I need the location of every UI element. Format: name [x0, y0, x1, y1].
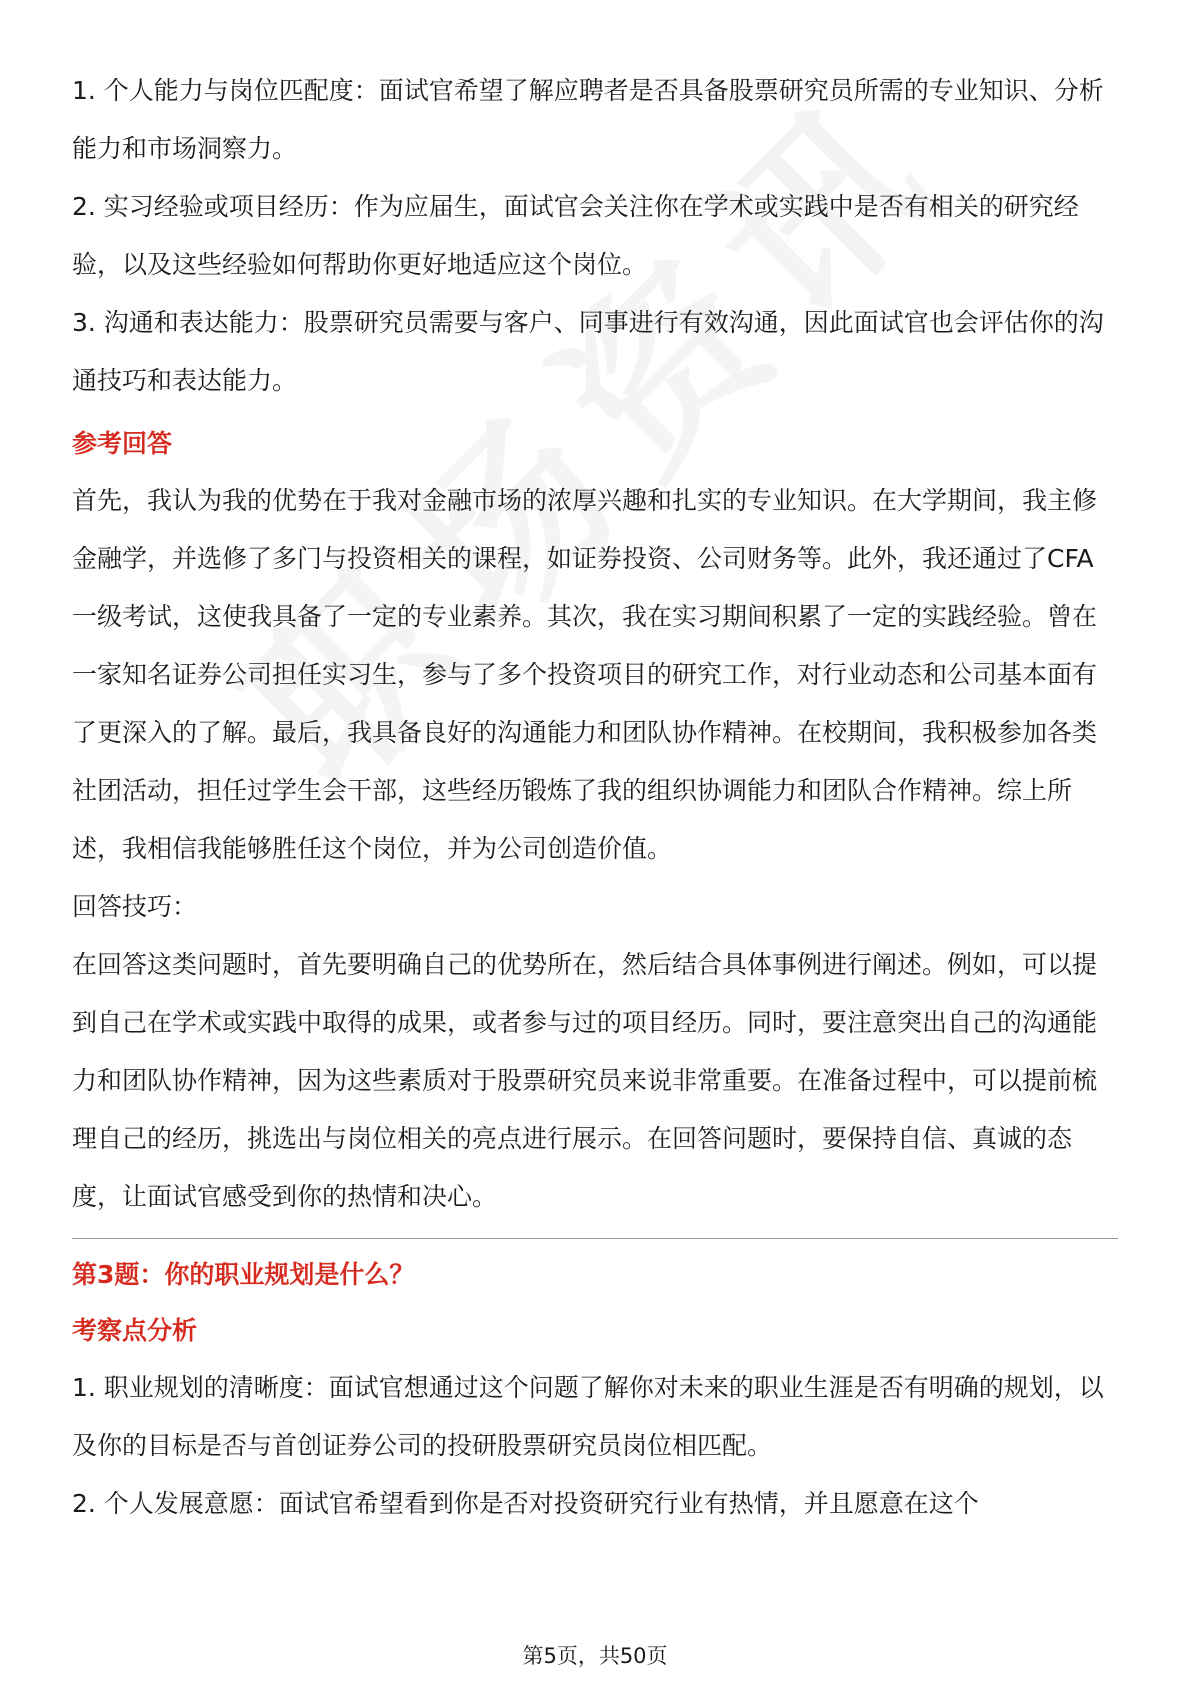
reference-answer-heading: 参考回答: [72, 429, 173, 458]
section-divider: [72, 1238, 1118, 1239]
page-number-footer: 第5页，共50页: [522, 1644, 668, 1668]
tips-label: 回答技巧：: [72, 892, 198, 921]
analysis-heading: 考察点分析: [72, 1316, 198, 1345]
analysis-item-1: 1. 个人能力与岗位匹配度：面试官希望了解应聘者是否具备股票研究员所需的专业知识、分析能力和市场洞察力。: [72, 76, 1104, 163]
reference-answer-text: 首先，我认为我的优势在于我对金融市场的浓厚兴趣和扎实的专业知识。在大学期间，我主修金融学，并选修了多门与投资相关的课程，如证券投资、公司财务等。此外，我还通过了CFA一级考试，这使我具备了一定的专业素养。其次，我在实习期间积累了一定的实践经验。曾在一家知名证券公司担任实习生，参与了多个投资项目的研究工作，对行业动态和公司基本面有了更深入的了解。最后，我具备良好的沟通能力和团队协作精神。在校期间，我积极参加各类社团活动，担任过学生会干部，这些经历锻炼了我的组织协调能力和团队合作精神。综上所述，我相信我能够胜任这个岗位，并为公司创造价值。: [72, 486, 1098, 863]
question-3-title: 第3题：你的职业规划是什么？: [72, 1260, 415, 1289]
analysis-item-3: 3. 沟通和表达能力：股票研究员需要与客户、同事进行有效沟通，因此面试官也会评估你的沟通技巧和表达能力。: [72, 308, 1104, 395]
q3-analysis-item-2: 2. 个人发展意愿：面试官希望看到你是否对投资研究行业有热情，并且愿意在这个: [72, 1489, 979, 1518]
tips-text: 在回答这类问题时，首先要明确自己的优势所在，然后结合具体事例进行阐述。例如，可以提到自己在学术或实践中取得的成果，或者参与过的项目经历。同时，要注意突出自己的沟通能力和团队协作精神，因为这些素质对于股票研究员来说非常重要。在准备过程中，可以提前梳理自己的经历，挑选出与岗位相关的亮点进行展示。在回答问题时，要保持自信、真诚的态度，让面试官感受到你的热情和决心。: [72, 950, 1098, 1211]
analysis-item-2: 2. 实习经验或项目经历：作为应届生，面试官会关注你在学术或实践中是否有相关的研究经验，以及这些经验如何帮助你更好地适应这个岗位。: [72, 192, 1079, 279]
document-body: [72, 62, 1118, 1533]
q3-analysis-item-1: 1. 职业规划的清晰度：面试官想通过这个问题了解你对未来的职业生涯是否有明确的规划，以及你的目标是否与首创证券公司的投研股票研究员岗位相匹配。: [72, 1373, 1104, 1460]
